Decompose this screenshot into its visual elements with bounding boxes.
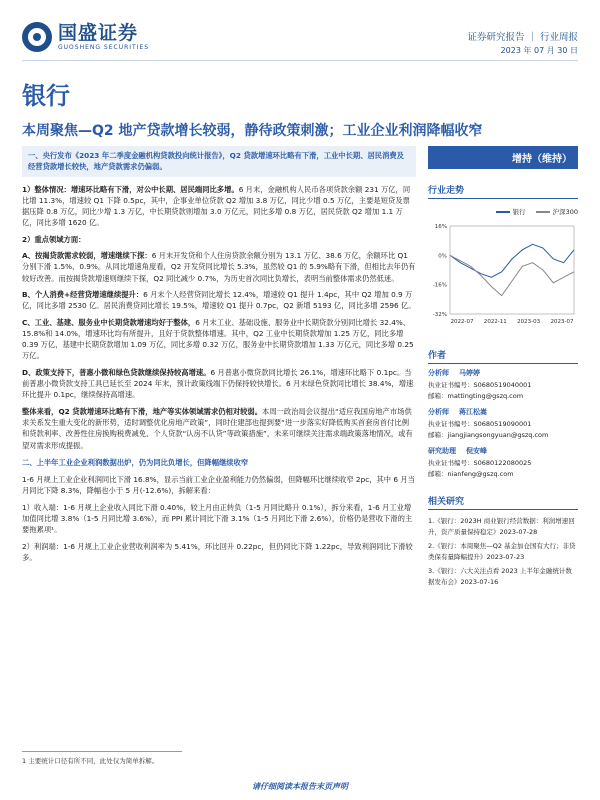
report-date: 2023 年 07 月 30 日 (500, 46, 578, 55)
paragraph-key-areas: 2）重点领域方面： (22, 234, 86, 244)
trend-heading: 行业走势 (428, 183, 578, 199)
paragraph-a: A、按揭贷款需求较弱，增速继续下探：6 月末开发贷和个人住房贷款余额分别为 13.1 万亿、38.6 万亿，余额环比 Q1 分别下滑 1.5%、0.9%。从同比增速角度看，Q2 开发贷同比增长 5.3%，虽然较 Q1 的 5.9%略有下滑，但相比去年仍有较好改善。而按揭贷款增速则继续下探，Q2 同比减少 0.7%，为历史首次同比负增长，表明当前整体需求仍然低迷。 (22, 251, 416, 283)
legend-index: 沪深300 (536, 207, 578, 216)
main-body (22, 146, 416, 568)
paragraph-overall-view: 整体来看，Q2 贷款增速环比略有下滑，地产等实体领域需求仍相对较弱。本周一政治局会议提出“适应我国房地产市场供求关系发生重大变化的新形势，适时调整优化房地产政策”，同时住建部也提到要“进一步落实好降低购买首套房首付比例和贷款利率、改善性住房换购税费减免、个人贷款“认房不认贷”等政策措施”，未来可继续关注需求端政策落地情况，或有望对需求形成提振。 (22, 406, 413, 450)
author-1-cert: 执业证书编号：S0680519040001 (428, 380, 532, 389)
author-3-cert: 执业证书编号：S0680122080025 (428, 458, 532, 467)
chart-frame (450, 226, 574, 314)
author-list (428, 368, 578, 480)
footnote: 1 主要统计口径有所不同，此处仅为简单拆解。 (22, 757, 159, 765)
author-2-email: 邮箱：jiangjiangsongyuan@gszq.com (428, 430, 549, 439)
series-line-index (450, 255, 574, 295)
logo-name: 国盛证券 (58, 21, 139, 44)
trend-chart (428, 220, 578, 332)
paragraph-d: D、政策支持下，普惠小微和绿色贷款继续保持较高增速。6 月普惠小微贷款同比增长 26.1%，增速环比略下 0.1pc。当前普惠小微贷款支持工具已延长至 2024 年末，预计政策线端下仍保持较快增长。6 月末绿色贷款同比增长 38.4%，增速环比提升 0.1pc，继续保持高增速。 (22, 367, 414, 400)
logo-icon (22, 22, 52, 52)
sidebar (428, 146, 578, 591)
logo-name-en: GUOSHENG SECURITIES (58, 43, 150, 51)
x-tick-label: 2023-03 (517, 319, 541, 325)
summary-box (22, 146, 416, 177)
y-tick-label: -16% (432, 282, 447, 289)
rating-badge: 增持（维持） (428, 146, 578, 169)
author-1-email: 邮箱：mattingting@gszq.com (428, 391, 524, 400)
company-logo (22, 22, 149, 52)
report-headline: 本周聚焦—Q2 地产贷款增长较弱，静待政策刺激；工业企业利润降幅收窄 (22, 123, 483, 139)
paragraph-margin: 2）利润端：1-6 月规上工业企业营收利润率为 5.41%，环比回升 0.22pc，但仍同比下降 1.22pc，导致利润同比下滑较多。 (22, 541, 413, 562)
related-list (428, 516, 578, 588)
legend-bank: 银行 (496, 207, 526, 216)
sector-title: 银行 (22, 82, 70, 110)
x-tick-label: 2022-11 (483, 319, 507, 325)
paragraph-overall: 1）整体情况：增速环比略有下滑，对公中长期、居民端同比多增。6 月末，金融机构人民币各项贷款余额 231 万亿，同比增 11.3%，增速较 Q1 下降 0.5pc，其中，企事业单位贷款 Q2 增加 3.8 万亿，同比少增 0.5 万亿，主要是短贷及票据压降 0.8 万亿，同比少增 1.3 万亿，中长期贷款则增加 3.0 万亿元，同比多增 0.8 万亿，居民贷款 Q2 增加 1.1 万亿，同比多增 1620 亿。 (22, 184, 411, 228)
series-line-bank (450, 244, 574, 277)
summary-text: 一、央行发布《2023 年二季度金融机构贷款投向统计报告》，Q2 贷款增速环比略有下滑，工业中长期、居民消费及经营贷款增长较快，地产贷款需求仍偏弱。 (28, 151, 404, 172)
y-tick-label: 16% (434, 224, 447, 230)
authors-heading: 作者 (428, 348, 578, 364)
x-tick-label: 2023-07 (550, 319, 574, 325)
related-item[interactable]: 2.《银行：本周聚焦—Q2 基金加仓国有大行；非贷类保有量降幅提升》2023-07-23 (428, 542, 576, 562)
related-item[interactable]: 1.《银行：2023H 商业银行经营数据：利润增速回升，资产质量保持稳定》2023-07-28 (428, 516, 575, 536)
section-2-heading: 二、上半年工业企业利润数据出炉，仍为同比负增长，但降幅继续收窄 (22, 457, 249, 467)
author-1: 分析师 马婷婷 (428, 369, 480, 377)
author-2: 分析师 蒋江松嵩 (428, 407, 487, 416)
paragraph-c: C、工业、基建、服务业中长期贷款增速均好于整体，6 月末工业、基础设施、服务业中长期贷款分别同比增长 32.4%、15.8%和 14.0%，增速环比均有所提升，且好于贷款整体增速。其中，Q2 工业中长期贷款增加 1.25 万亿，同比多增 0.39 万亿，基建中长期贷款增加 1.09 万亿，同比多增 0.32 万亿，服务业中长期贷款增加 1.33 万亿元，同比多增 0.25 万亿。 (22, 317, 414, 361)
footnote-divider (22, 751, 182, 752)
report-type: 证券研究报告 ｜ 行业周报 (467, 32, 578, 43)
author-3-email: 邮箱：nianfeng@gszq.com (428, 469, 514, 478)
paragraph-b: B、个人消费+经营贷增速继续提升：6 月末个人经营贷同比增长 12.4%，增速较 Q1 提升 1.4pc，其中 Q2 增加 0.9 万亿，同比多增 2530 亿。居民消费贷同比增长 19.5%，增速较 Q1 提升 0.7pc，Q2 新增 5193 亿，同比多增 2596 亿。 (22, 289, 416, 311)
author-2-cert: 执业证书编号：S0680519090001 (428, 419, 532, 428)
x-tick-label: 2022-07 (450, 319, 474, 325)
disclaimer: 请仔细阅读本报告末页声明 (252, 782, 348, 791)
paragraph-revenue: 1）收入端：1-6 月规上企业收入同比下滑 0.40%，较上月由正转负（1-5 月同比略升 0.1%），拆分来看，1-6 月工业增加值同比增 3.8%（1-5 月同比增 3.6%），而 PPI 累计同比下滑 3.1%（1-5 月同比下滑 2.6%），价格仍是营收下滑的主要拖累项¹。 (22, 502, 413, 535)
related-heading: 相关研究 (428, 494, 578, 510)
author-3: 研究助理 倪安峰 (428, 446, 487, 455)
related-item[interactable]: 3.《银行：六大关注点看 2023 上半年金融统计数据发布会》2023-07-16 (428, 567, 572, 587)
y-tick-label: -32% (432, 312, 447, 318)
chart-legend (428, 207, 578, 216)
paragraph-profit: 1-6 月规上工业企业利润同比下滑 16.8%，显示当前工业企业盈利能力仍然偏弱，但降幅环比继续收窄 2pc，其中 6 月当月同比下降 8.3%，降幅也小于 5 月(-12.6%)，拆解来看： (22, 475, 415, 496)
header-divider (22, 60, 578, 61)
y-tick-label: 0% (438, 253, 447, 260)
